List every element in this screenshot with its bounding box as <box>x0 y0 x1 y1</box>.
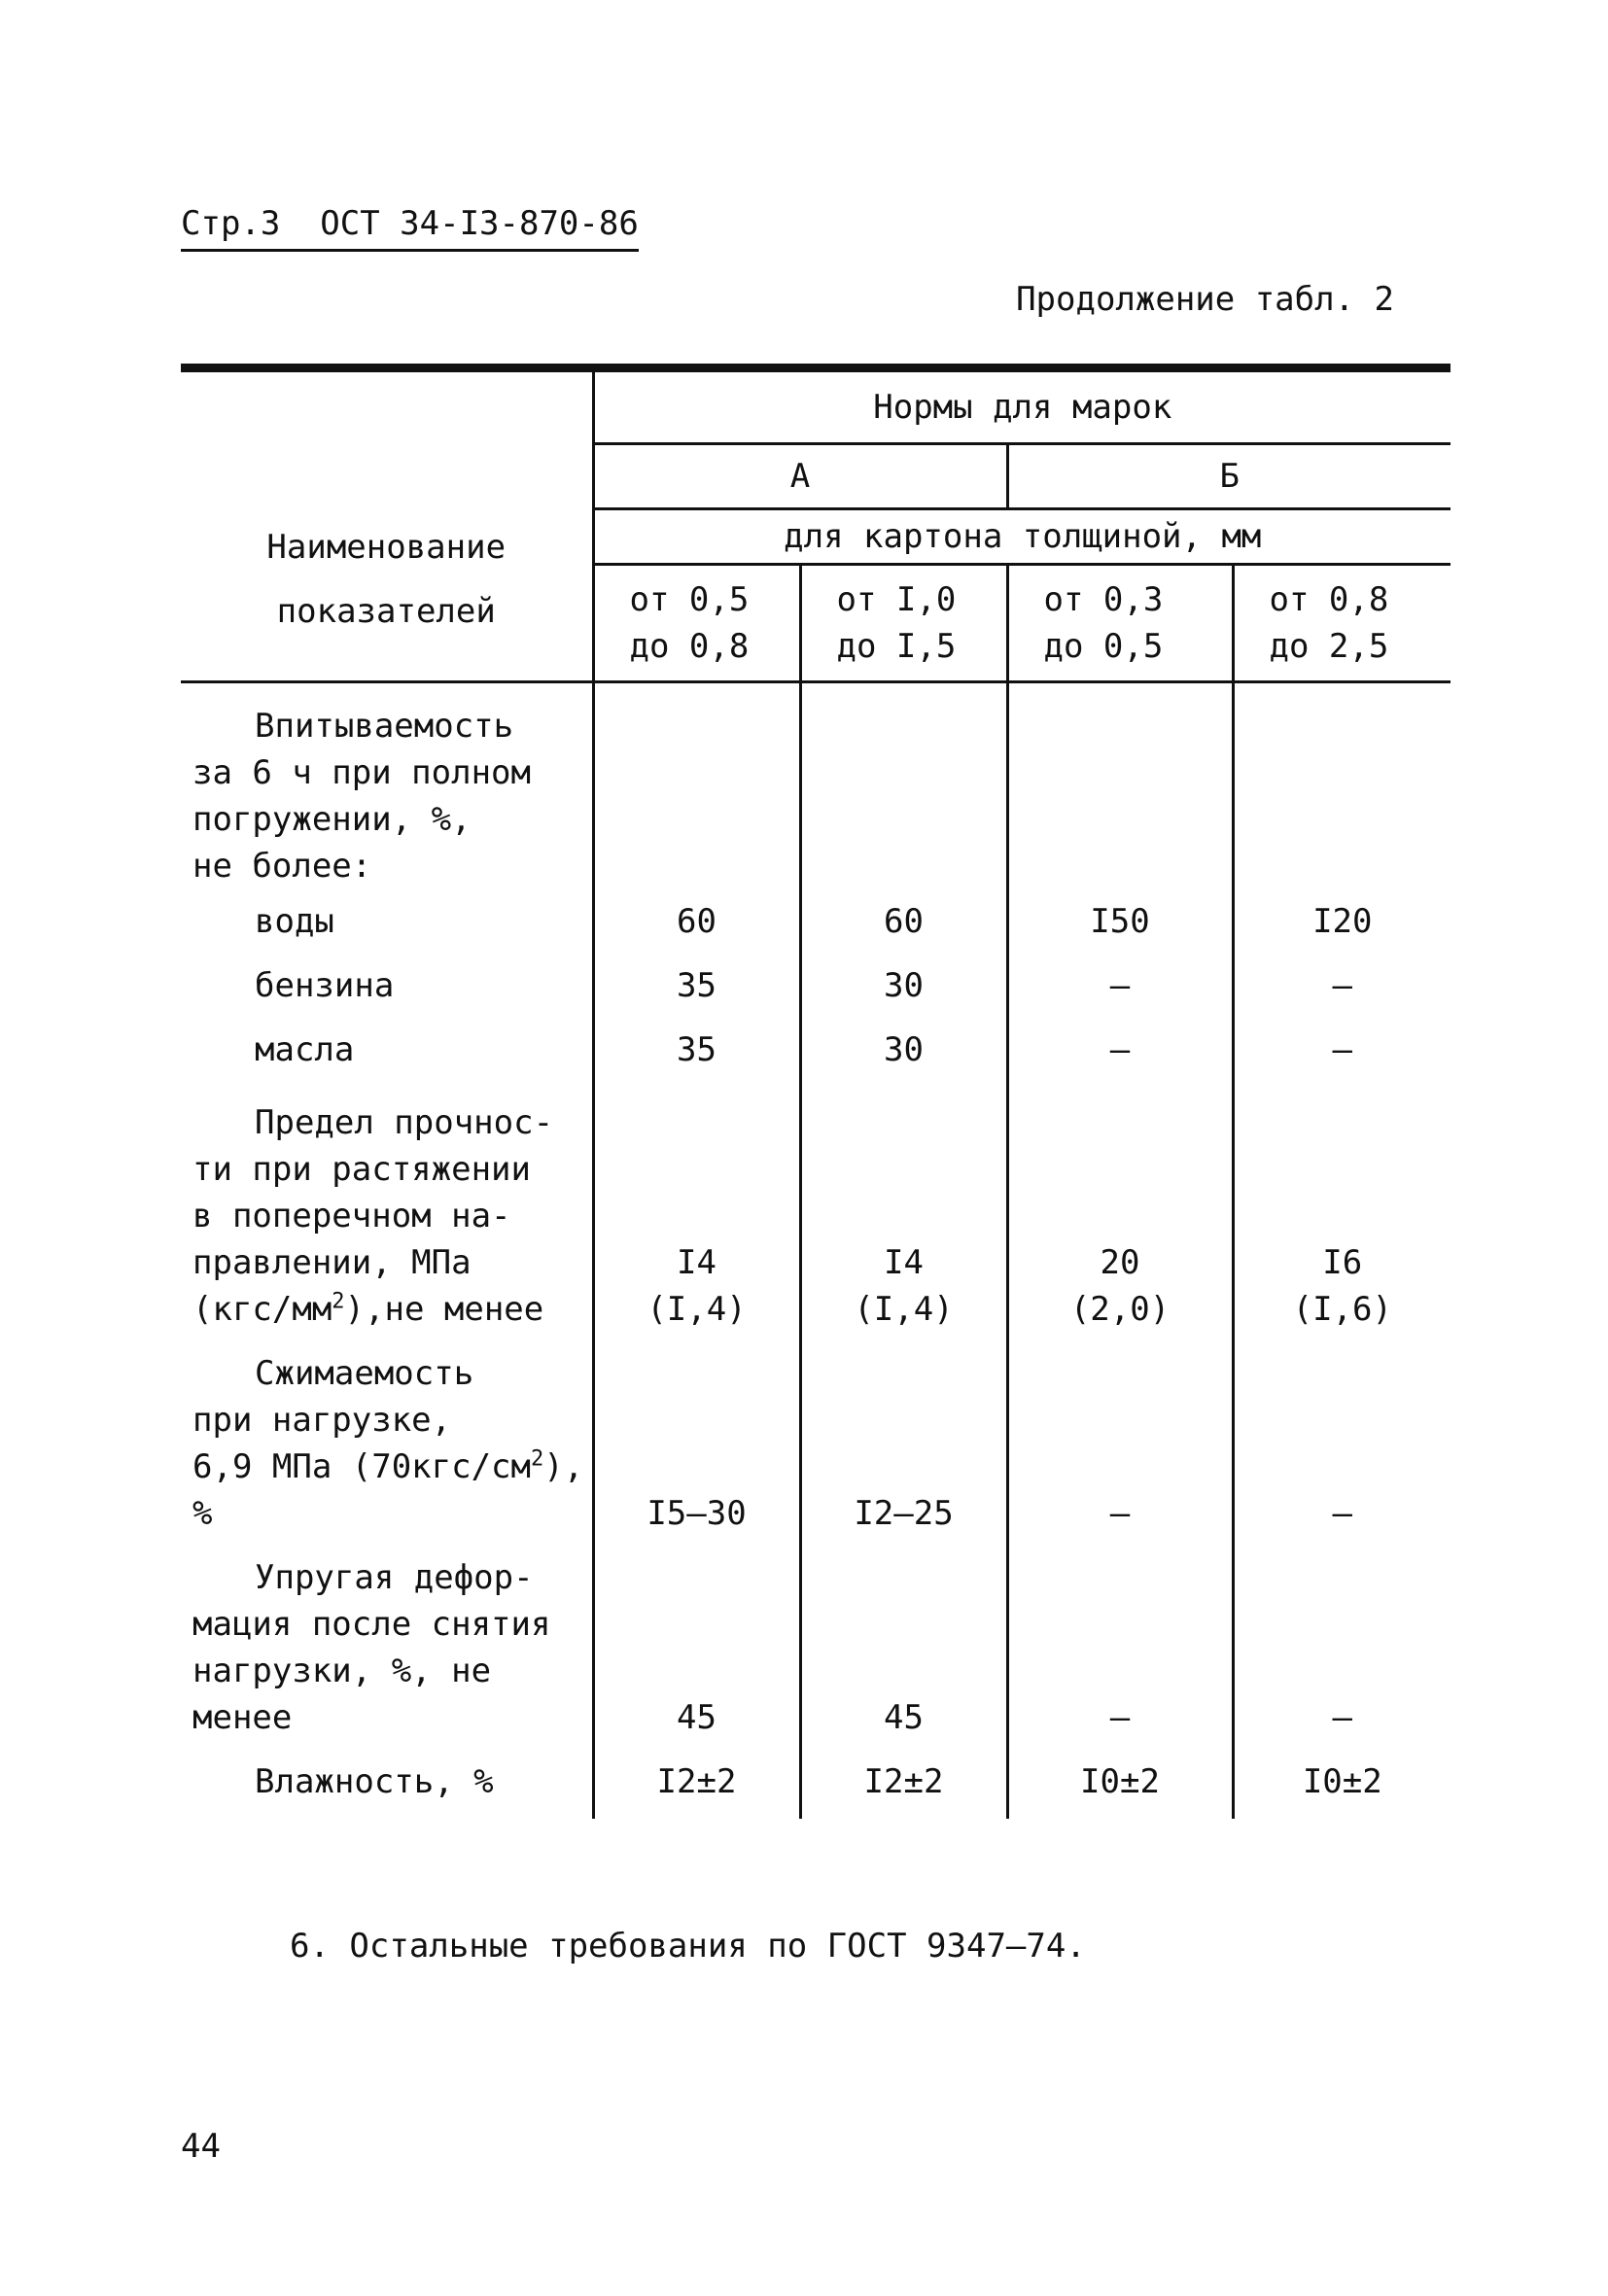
indicator-column <box>181 682 593 1820</box>
value-cell: 30 <box>884 1030 924 1069</box>
range-to: до I,5 <box>836 627 957 666</box>
indicator-text: правлении, МПа <box>192 1243 472 1282</box>
superscript: 2 <box>531 1446 544 1472</box>
page-header: Стр.3 ОСТ 34-I3-870-86 <box>181 202 639 252</box>
value-cell: 60 <box>884 902 924 941</box>
thickness-header: для картона толщиной, мм <box>593 509 1451 565</box>
range-header-1 <box>593 565 800 682</box>
unit-text: ), <box>543 1447 584 1486</box>
indicator-text <box>192 1444 592 1490</box>
table-continuation-label: Продолжение табл. 2 <box>1016 280 1394 319</box>
value-cell: I2±2 <box>656 1762 737 1801</box>
values-column-1 <box>593 682 800 1820</box>
value-cell: (I,6) <box>1292 1290 1392 1329</box>
value-cell: – <box>1109 966 1131 1005</box>
elastic-indicator <box>192 1554 592 1741</box>
absorption-oil-label: масла <box>255 1030 355 1069</box>
indicator-text: % <box>192 1494 213 1533</box>
indicator-text: Упругая дефор- <box>255 1558 534 1597</box>
range-to: до 0,5 <box>1043 627 1164 666</box>
unit-text: 6,9 МПа (70кгс/см <box>192 1447 531 1486</box>
value-cell: 20 <box>1100 1243 1140 1282</box>
value-cell: I0±2 <box>1302 1762 1382 1801</box>
indicator-text: нагрузки, %, не <box>192 1652 492 1690</box>
indicator-text: погружении, %, <box>192 800 472 839</box>
value-cell: I5–30 <box>647 1494 747 1533</box>
compressibility-indicator <box>192 1350 592 1537</box>
spec-table-wrapper <box>181 364 1451 1819</box>
norms-header: Нормы для марок <box>593 368 1451 444</box>
indicator-text: при нагрузке, <box>192 1401 452 1440</box>
value-cell: I20 <box>1312 902 1373 941</box>
unit-text: ),не менее <box>344 1290 544 1329</box>
indicator-text: Предел прочнос- <box>255 1103 554 1142</box>
values-column-2 <box>800 682 1007 1820</box>
value-cell: I2±2 <box>863 1762 944 1801</box>
range-from: от 0,5 <box>629 580 750 619</box>
spec-table <box>181 364 1451 1819</box>
value-cell: I4 <box>884 1243 924 1282</box>
values-column-3 <box>1007 682 1233 1820</box>
grade-b-header: Б <box>1007 444 1451 509</box>
value-cell: 35 <box>677 966 717 1005</box>
footnote: 6. Остальные требования по ГОСТ 9347–74. <box>290 1927 1086 1966</box>
range-header-4 <box>1233 565 1451 682</box>
absorption-petrol-label: бензина <box>255 966 395 1005</box>
table-body-row <box>181 682 1451 1820</box>
value-cell: I0±2 <box>1080 1762 1160 1801</box>
strength-indicator <box>192 1099 592 1333</box>
value-cell: 30 <box>884 966 924 1005</box>
value-cell: – <box>1109 1030 1131 1069</box>
range-header-3 <box>1007 565 1233 682</box>
value-cell: – <box>1332 1030 1353 1069</box>
value-cell: 60 <box>677 902 717 941</box>
range-to: до 0,8 <box>629 627 750 666</box>
value-cell: (2,0) <box>1069 1290 1171 1329</box>
value-cell: (I,4) <box>647 1290 747 1329</box>
indicator-column-header <box>181 368 593 682</box>
value-cell: 45 <box>884 1698 924 1737</box>
superscript: 2 <box>332 1289 345 1314</box>
value-cell: – <box>1332 1494 1353 1533</box>
range-header-2 <box>800 565 1007 682</box>
value-cell: (I,4) <box>854 1290 954 1329</box>
indicator-text: мация после снятия <box>192 1605 551 1644</box>
grade-a-header: А <box>593 444 1007 509</box>
moisture-indicator <box>192 1758 592 1805</box>
indicator-text: Влажность, % <box>255 1762 494 1801</box>
value-cell: – <box>1332 1698 1353 1737</box>
unit-text: (кгс/мм <box>192 1290 332 1329</box>
indicator-text: менее <box>192 1698 293 1737</box>
value-cell: – <box>1109 1698 1131 1737</box>
absorption-indicator <box>192 703 592 1082</box>
indicator-text <box>192 1286 592 1333</box>
value-cell: – <box>1109 1494 1131 1533</box>
value-cell: 45 <box>677 1698 717 1737</box>
range-from: от 0,8 <box>1269 580 1389 619</box>
page-number: 44 <box>181 2127 221 2166</box>
value-cell: I50 <box>1090 902 1150 941</box>
range-to: до 2,5 <box>1269 627 1389 666</box>
value-cell: I4 <box>677 1243 717 1282</box>
indicator-text: ти при растяжении <box>192 1150 531 1189</box>
value-cell: – <box>1332 966 1353 1005</box>
indicator-text: в поперечном на- <box>192 1197 511 1235</box>
value-cell: I6 <box>1322 1243 1363 1282</box>
indicator-text: не более: <box>192 847 372 886</box>
indicator-text: Сжимаемость <box>255 1354 474 1393</box>
indicator-text: Впитываемость <box>255 707 514 746</box>
value-cell: 35 <box>677 1030 717 1069</box>
indicator-header-line1: Наименование <box>266 527 507 567</box>
absorption-water-label: воды <box>255 902 334 941</box>
range-from: от I,0 <box>836 580 957 619</box>
value-cell: I2–25 <box>854 1494 954 1533</box>
indicator-header-line2: показателей <box>276 591 496 631</box>
values-column-4 <box>1233 682 1451 1820</box>
indicator-text: за 6 ч при полном <box>192 753 531 792</box>
range-from: от 0,3 <box>1043 580 1164 619</box>
